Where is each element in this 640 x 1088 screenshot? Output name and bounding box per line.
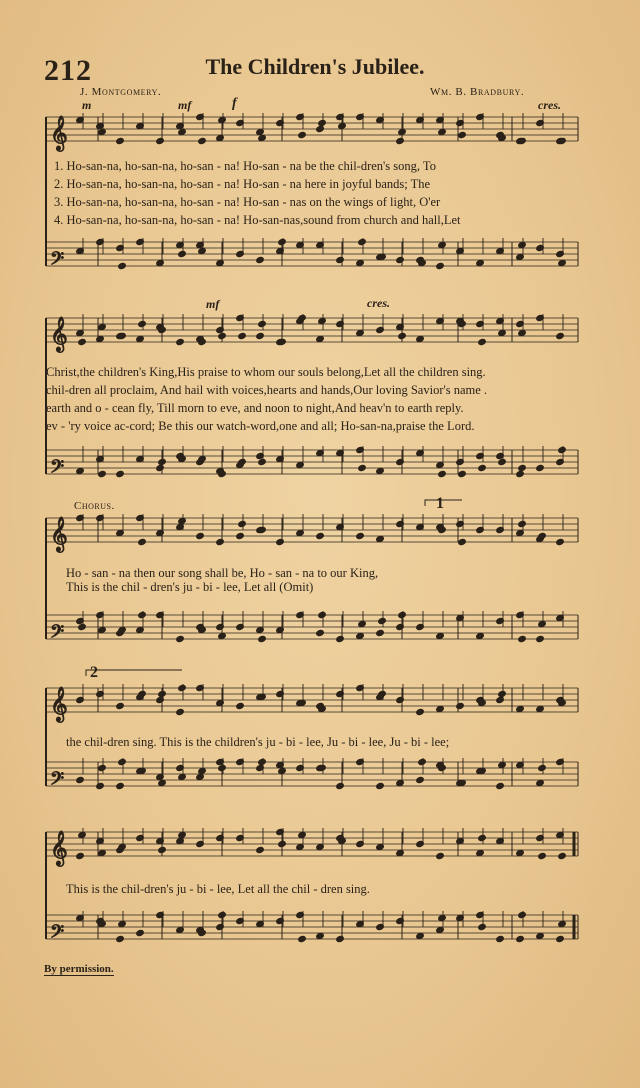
svg-text:𝄢: 𝄢 xyxy=(50,922,65,947)
chorus-label: Chorus. xyxy=(74,500,115,512)
svg-text:𝄢: 𝄢 xyxy=(50,457,65,482)
verse-3-line-2: earth and o - cean fly, Till morn to eve, and noon to night,And heav'n to earth reply. xyxy=(46,401,464,415)
svg-text:𝄢: 𝄢 xyxy=(50,249,65,274)
hymn-number: 212 xyxy=(44,54,92,87)
svg-text:𝄞: 𝄞 xyxy=(50,317,68,352)
verse-4-line-1: 4. Ho-san-na, ho-san-na, ho-san - na! Ho-san-nas,sound from church and hall,Let xyxy=(54,213,461,227)
chorus-line-2: the chil-dren sing. This is the children's ju - bi - lee, Ju - bi - lee, Ju - bi - lee; xyxy=(66,735,450,749)
dynamic-marking: mf xyxy=(206,297,220,311)
second-ending-marker: 2 xyxy=(90,664,98,681)
svg-text:𝄞: 𝄞 xyxy=(50,116,68,151)
dynamic-marking: mf xyxy=(178,98,192,112)
dynamic-marking: cres. xyxy=(538,98,561,112)
svg-text:𝄞: 𝄞 xyxy=(50,517,68,552)
svg-text:𝄢: 𝄢 xyxy=(50,622,65,647)
chorus-line-1a: Ho - san - na then our song shall be, Ho - san - na to our King, xyxy=(66,566,379,580)
author-credit: J. Montgomery. xyxy=(80,86,162,98)
verse-3-line-1: 3. Ho-san-na, ho-san-na, ho-san - na! Ho-san - nas on the wings of light, O'er xyxy=(54,195,441,209)
chorus-line-3: This is the chil-dren's ju - bi - lee, Let all the chil - dren sing. xyxy=(66,882,370,896)
svg-text:𝄞: 𝄞 xyxy=(50,831,68,866)
dynamic-marking: f xyxy=(232,96,237,111)
dynamic-marking: m xyxy=(82,98,92,112)
verse-1-line-2: Christ,the children's King,His praise to whom our souls belong,Let all the children sing. xyxy=(46,365,486,379)
verse-4-line-2: ev - 'ry voice ac-cord; Be this our watch-word,one and all; Ho-san-na,praise the Lord. xyxy=(46,419,475,433)
verse-2-line-1: 2. Ho-san-na, ho-san-na, ho-san - na! Ho-san - na here in joyful bands; The xyxy=(54,177,431,191)
permission-footnote: By permission. xyxy=(44,963,114,975)
chorus-line-1b: This is the chil - dren's ju - bi - lee, Let all (Omit) xyxy=(66,580,314,594)
svg-text:𝄞: 𝄞 xyxy=(50,687,68,722)
svg-text:𝄢: 𝄢 xyxy=(50,769,65,794)
verse-1-line-1: 1. Ho-san-na, ho-san-na, ho-san - na! Ho-san - na be the chil-dren's song, To xyxy=(54,159,436,173)
first-ending-marker: 1 xyxy=(436,495,444,512)
verse-2-line-2: chil-dren all proclaim, And hail with voices,hearts and hands,Our loving Savior's name . xyxy=(46,383,488,397)
hymn-title: The Children's Jubilee. xyxy=(205,54,425,79)
dynamic-marking: cres. xyxy=(367,296,390,310)
composer-credit: Wm. B. Bradbury. xyxy=(430,86,525,98)
